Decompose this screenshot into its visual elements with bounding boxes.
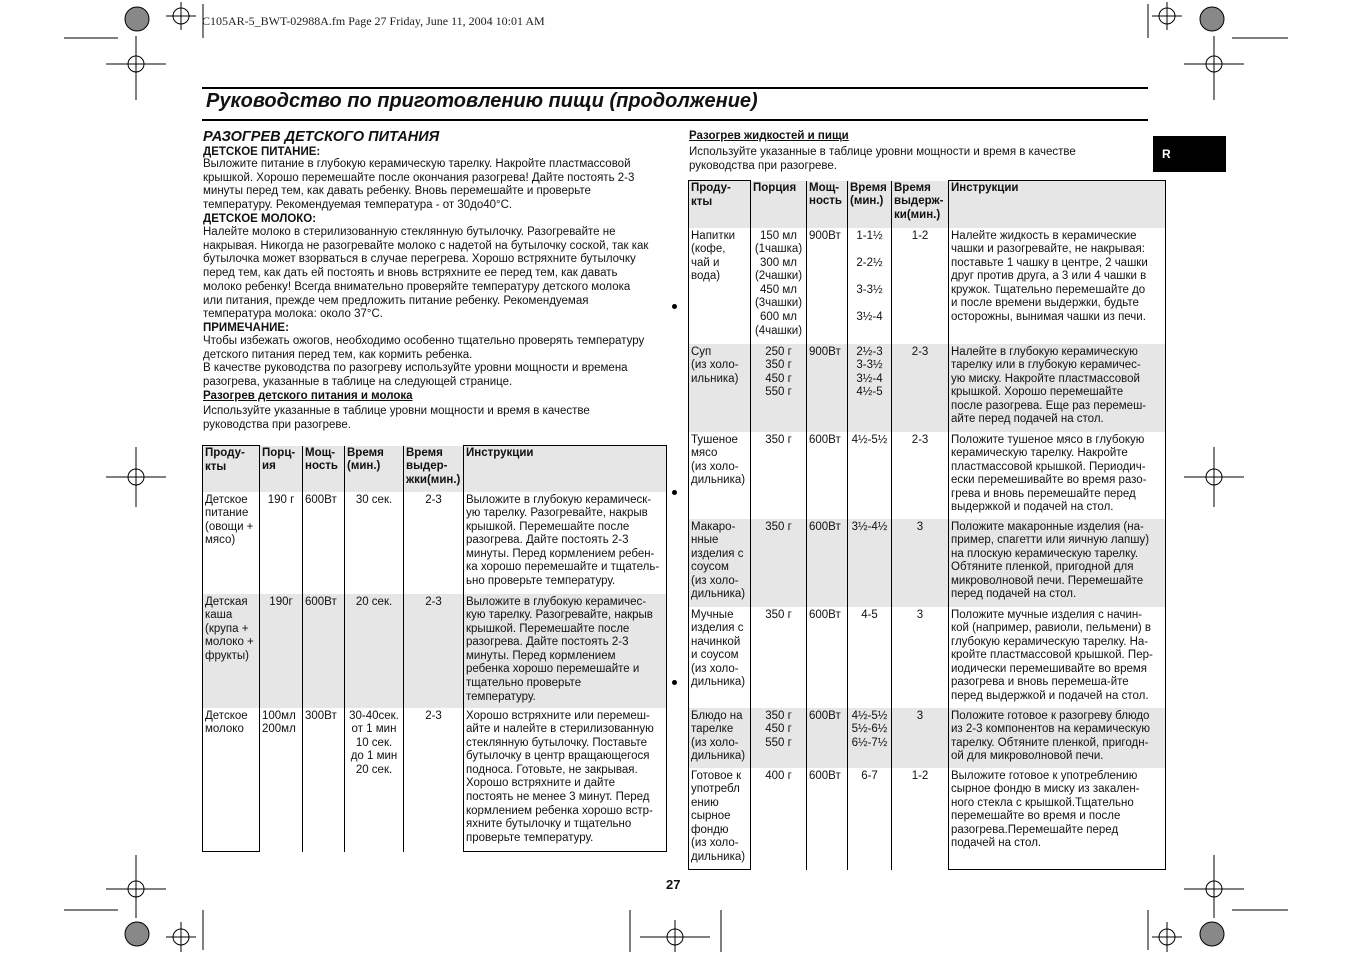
page-title: Руководство по приготовлению пищи (продолжение) — [206, 90, 758, 112]
title-rule-top — [202, 87, 1148, 89]
baby-table-title: Разогрев детского питания и молока — [203, 390, 413, 402]
cell-time: 20 сек. — [345, 594, 404, 708]
column-divider-dot — [672, 490, 677, 495]
cell-standing: 2-3 — [892, 432, 949, 519]
baby-milk-text: Налейте молоко в стерилизованную стеклянную бутылочку. Разогревайте не накрывая. Никогда не разогревайте молоко с надетой на бутылочку соской, так как бутылочка может взорваться в случае перегрева. Хорошо встряхните бутылочку перед тем, как дать ей постоять и вновь встряхните ее перед тем, как давать молоко ребенку! Всегда внимательно проверяйте температуру детского молока или питания, прежде чем предложить питание ребенку. Рекомендуемая температура молока: около 37°С. — [203, 226, 649, 321]
table-row — [689, 768, 1166, 870]
cell-portion: 250 г 350 г 450 г 550 г — [751, 344, 807, 432]
header-product: Проду- кты — [689, 181, 751, 228]
cell-instructions: Выложите в глубокую керамическ- ую тарелку. Разогревайте, накрыв крышкой. Перемешайте после разогрева. Дайте постоять 2-3 минуты. Перед кормлением ребен- ка хорошо перемешайте и тщатель- ьно проверьте температуру. — [464, 492, 667, 594]
cell-standing: 1-2 — [892, 768, 949, 870]
table-header-row — [203, 446, 667, 492]
cell-time: 6-7 — [848, 768, 892, 870]
cell-instructions: Выложите готовое к употреблению сырное фондю в миску из закален- ного стекла с крышкой.Тщательно перемешайте во время и после разогрева.Перемешайте перед подачей на стол. — [949, 768, 1166, 870]
cell-product: Тушеное мясо (из холо- дильника) — [689, 432, 751, 519]
cell-standing: 3 — [892, 607, 949, 708]
header-standing: Время выдерж- ки(мин.) — [892, 181, 949, 228]
cell-standing: 2-3 — [404, 594, 464, 708]
cell-standing: 2-3 — [404, 492, 464, 594]
cell-product: Готовое к употребл ению сырное фондю (из холо- дильника) — [689, 768, 751, 870]
liquids-table-title: Разогрев жидкостей и пищи — [689, 130, 849, 142]
table-row — [689, 228, 1166, 344]
cell-power: 600Вт — [303, 492, 345, 594]
cell-instructions: Положите тушеное мясо в глубокую керамическую тарелку. Накройте пластмассовой крышкой. Периодич- ески перемешивайте во время разо- грева и вновь перемешайте перед выдержкой и подачей на стол. — [949, 432, 1166, 519]
table-header-row — [689, 181, 1166, 228]
header-time: Время (мин.) — [848, 181, 892, 228]
cell-power: 600Вт — [807, 519, 848, 607]
cell-instructions: Налейте жидкость в керамические чашки и разогревайте, не накрывая: поставьте 1 чашку в центре, 2 чашки друг против друга, а 3 или 4 чашки в кружок. Тщательно перемешайте до и после времени выдержки, будьте осторожны, вынимая чашки из печи. — [949, 228, 1166, 344]
cell-instructions: Положите готовое к разогреву блюдо из 2-3 компонентов на керамическую тарелку. Обтяните пленкой, пригодн- ой для микроволновой печи. — [949, 708, 1166, 768]
cell-time: 30 сек. — [345, 492, 404, 594]
cell-power: 600Вт — [807, 607, 848, 708]
table-row — [203, 492, 667, 594]
file-header: C105AR-5_BWT-02988A.fm Page 27 Friday, June 11, 2004 10:01 AM — [202, 14, 545, 28]
table-row — [203, 594, 667, 708]
cell-product: Детское питание (овощи + мясо) — [203, 492, 260, 594]
cell-product: Макаро- нные изделия с соусом (из холо- дильника) — [689, 519, 751, 607]
cell-portion: 350 г — [751, 607, 807, 708]
header-portion: Порция — [751, 181, 807, 228]
cell-portion: 400 г — [751, 768, 807, 870]
cell-standing: 3 — [892, 519, 949, 607]
cell-product: Детская каша (крупа + молоко + фрукты) — [203, 594, 260, 708]
baby-food-table — [202, 445, 667, 852]
table-row — [689, 344, 1166, 432]
cell-portion: 150 мл (1чашка) 300 мл (2чашки) 450 мл (3чашки) 600 мл (4чашки) — [751, 228, 807, 344]
baby-table-intro: Используйте указанные в таблице уровни мощности и время в качестве руководства при разогреве. — [203, 405, 590, 431]
cell-portion: 350 г — [751, 432, 807, 519]
cell-portion: 100мл 200мл — [260, 708, 303, 852]
table-row — [203, 708, 667, 852]
title-rule-bottom — [202, 119, 1148, 121]
baby-food-text: Выложите питание в глубокую керамическую тарелку. Накройте пластмассовой крышкой. Хорошо перемешайте после окончания разогрева! Дайте постоять 2-3 минуты перед тем, как давать ребенку. Вновь перемешайте и проверьте температуру. Рекомендуемая температура - от 30до40°С. — [203, 158, 635, 212]
cell-power: 600Вт — [807, 708, 848, 768]
liquids-food-table — [688, 180, 1166, 870]
cell-time: 3½-4½ — [848, 519, 892, 607]
cell-product: Мучные изделия с начинкой и соусом (из холо- дильника) — [689, 607, 751, 708]
cell-portion: 350 г 450 г 550 г — [751, 708, 807, 768]
cell-instructions: Налейте в глубокую керамическую тарелку или в глубокую керамичес- ую миску. Накройте пластмассовой крышкой. Хорошо перемешайте после разогрева. Еще раз перемеш- айте перед подачей на стол. — [949, 344, 1166, 432]
table-row — [689, 432, 1166, 519]
cell-power: 900Вт — [807, 228, 848, 344]
cell-instructions: Положите мучные изделия с начин- кой (например, равиоли, пельмени) в глубокую керамическую тарелку. На- кройте пластмассовой крышкой. Пер- иодически перемешивайте во время разогрева и вновь перемеша-йте перед выдержкой и подачей на стол. — [949, 607, 1166, 708]
cell-time: 4½-5½ 5½-6½ 6½-7½ — [848, 708, 892, 768]
header-power: Мощ- ность — [303, 446, 345, 492]
header-power: Мощ- ность — [807, 181, 848, 228]
cell-time: 1-1½ 2-2½ 3-3½ 3½-4 — [848, 228, 892, 344]
header-standing: Время выдер- жки(мин.) — [404, 446, 464, 492]
cell-standing: 3 — [892, 708, 949, 768]
cell-standing: 1-2 — [892, 228, 949, 344]
cell-portion: 190 г — [260, 492, 303, 594]
cell-power: 300Вт — [303, 708, 345, 852]
header-instructions: Инструкции — [464, 446, 667, 492]
table-row — [689, 607, 1166, 708]
cell-time: 2½-3 3-3½ 3½-4 4½-5 — [848, 344, 892, 432]
cell-power: 600Вт — [303, 594, 345, 708]
cell-product: Блюдо на тарелке (из холо- дильника) — [689, 708, 751, 768]
header-product: Проду- кты — [203, 446, 260, 492]
cell-power: 900Вт — [807, 344, 848, 432]
table-row — [689, 708, 1166, 768]
header-instructions: Инструкции — [949, 181, 1166, 228]
header-portion: Порц- ия — [260, 446, 303, 492]
cell-portion: 350 г — [751, 519, 807, 607]
cell-time: 4½-5½ — [848, 432, 892, 519]
cell-portion: 190г — [260, 594, 303, 708]
page-number: 27 — [666, 877, 681, 892]
liquids-table-intro: Используйте указанные в таблице уровни мощности и время в качестве руководства при разогреве. — [689, 146, 1076, 172]
language-tab: R — [1153, 136, 1226, 172]
cell-instructions: Положите макаронные изделия (на- пример, спагетти или яичную лапшу) на плоскую керамическую тарелку. Обтяните пленкой, пригодной для микроволновой печи. Перемешайте перед подачей на стол. — [949, 519, 1166, 607]
baby-milk-heading: ДЕТСКОЕ МОЛОКО: — [203, 213, 317, 225]
column-divider-dot — [672, 680, 677, 685]
cell-standing: 2-3 — [404, 708, 464, 852]
cell-product: Детское молоко — [203, 708, 260, 852]
note-text: Чтобы избежать ожогов, необходимо особенно тщательно проверять температуру детского питания перед тем, как кормить ребенка. В качестве руководства по разогреву используйте уровни мощности и времена разогрева, указанные в таблице на следующей странице. — [203, 335, 645, 389]
cell-instructions: Выложите в глубокую керамичес- кую тарелку. Разогревайте, накрыв крышкой. Перемешайте после разогрева. Дайте постоять 2-3 минуты. Перед кормлением ребенка хорошо перемешайте и тщательно проверьте температуру. — [464, 594, 667, 708]
section-title: РАЗОГРЕВ ДЕТСКОГО ПИТАНИЯ — [203, 129, 440, 145]
header-time: Время (мин.) — [345, 446, 404, 492]
cell-instructions: Хорошо встряхните или перемеш- айте и налейте в стерилизованную стеклянную бутылочку. Поставьте бутылочку в центр вращающегося подноса. Готовьте, не закрывая. Хорошо встряхните и дайте постоять не менее 3 минут. Перед кормлением ребенка хорошо встр- яхните бутылочку и тщательно проверьте температуру. — [464, 708, 667, 852]
cell-product: Суп (из холо- ильника) — [689, 344, 751, 432]
cell-time: 4-5 — [848, 607, 892, 708]
cell-product: Напитки (кофе, чай и вода) — [689, 228, 751, 344]
table-row — [689, 519, 1166, 607]
baby-food-heading: ДЕТСКОЕ ПИТАНИЕ: — [203, 146, 321, 158]
cell-standing: 2-3 — [892, 344, 949, 432]
cell-power: 600Вт — [807, 432, 848, 519]
cell-power: 600Вт — [807, 768, 848, 870]
cell-time: 30-40сек. от 1 мин 10 сек. до 1 мин 20 сек. — [345, 708, 404, 852]
note-heading: ПРИМЕЧАНИЕ: — [203, 322, 289, 334]
